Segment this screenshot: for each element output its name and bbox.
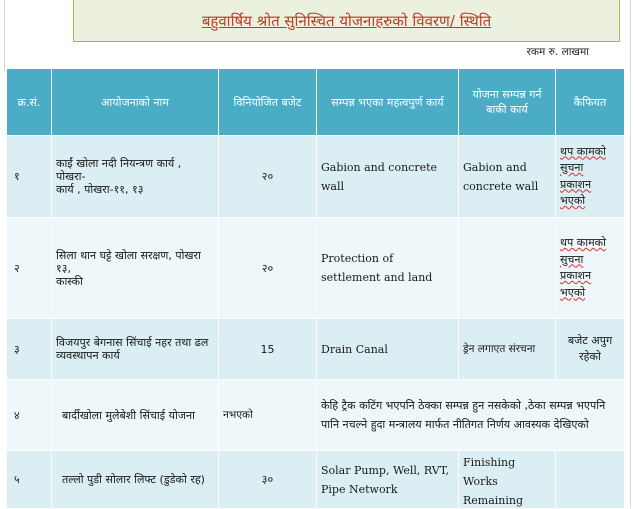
budget-cell: २० [219, 218, 317, 319]
remaining-work-text: Finishing Works Remaining [463, 455, 524, 507]
project-name-cell [52, 451, 219, 509]
completed-work-cell [317, 451, 459, 509]
table-header-row [7, 69, 625, 136]
projects-table [6, 68, 625, 509]
table-row [7, 319, 625, 380]
serial-cell: ३ [7, 319, 52, 380]
header-remaining-work: योजना सम्पन्न गर्न बाकी कार्य [459, 69, 556, 136]
page-margin-rule [4, 0, 5, 72]
completed-work-text: Solar Pump, Well, RVT, Pipe Network [321, 463, 449, 496]
page-edge-rule [630, 0, 631, 508]
remark-line: सुचना [560, 252, 584, 266]
remaining-work-cell [459, 218, 556, 319]
project-name-cell [52, 319, 219, 380]
remaining-work-cell [459, 451, 556, 509]
project-name-line: विजयपुर बेगनास सिंचाई नहर तथा ढल [56, 336, 209, 349]
remaining-work-cell: Gabion and concrete wall [459, 136, 556, 218]
remarks-cell [556, 218, 625, 319]
remarks-cell [556, 451, 625, 509]
budget-cell: 15 [219, 319, 317, 380]
remarks-cell [556, 319, 625, 380]
serial-cell: १ [7, 136, 52, 218]
header-allocated-budget: विनियोजित बजेट [219, 69, 317, 136]
project-name-line: तल्लो पुडी सोलार लिफ्ट (डुडेको रह) [62, 473, 205, 486]
project-name-line: व्यवस्थापन कार्य [56, 349, 120, 362]
serial-cell: ५ [7, 451, 52, 509]
project-name-line: सिला थान घट्टे खोला सरक्षण, पोखरा १३, [56, 248, 201, 275]
budget-cell: नभएको [219, 380, 317, 451]
remarks-cell [556, 136, 625, 218]
remaining-work-cell: ड्रेन लगाएत संरचना [459, 319, 556, 380]
completed-work-cell: Protection of settlement and land [317, 218, 459, 319]
project-name-line: कास्की [56, 274, 83, 288]
completed-work-cell: Gabion and concrete wall [317, 136, 459, 218]
project-name-line: कार्य , पोखरा-११, १३ [56, 183, 144, 196]
merged-status-cell: केहि ट्रैक कटिंग भएपनि ठेक्का सम्पन्न हुन नसकेको ,ठेका सम्पन्न भएपनि पानि नचल्ने हुदा मन्त्रालय मार्फत नीतिगत निर्णय आवस्यक देखिएको [317, 380, 625, 451]
remark-line: प्रकाशन [560, 177, 592, 191]
serial-cell: ४ [7, 380, 52, 451]
title-box [73, 0, 620, 42]
unit-note: रकम रु. लाखमा [526, 46, 589, 58]
remark-line: भएको [560, 285, 586, 299]
table-row [7, 451, 625, 509]
project-name-cell [52, 218, 219, 319]
remark-line: बजेट अपुग [567, 333, 613, 347]
serial-cell: २ [7, 218, 52, 319]
project-name-line: काईं खोला नदी नियन्त्रण कार्य , पोखरा- [56, 157, 182, 183]
remark-line: रहेको [579, 350, 601, 363]
project-name-cell [52, 136, 219, 218]
remark-line: भएको [560, 194, 586, 207]
project-name-line: बार्दीखोला मुलेबेशी सिंचाई योजना [62, 408, 195, 422]
completed-work-cell: Drain Canal [317, 319, 459, 380]
table-row [7, 136, 625, 218]
remark-line: थप कामको [560, 144, 606, 158]
header-remarks: कैफियत [556, 69, 625, 136]
remark-line: सुचना [560, 161, 584, 174]
remark-line: थप कामको [560, 236, 606, 249]
header-serial: क्र.सं. [7, 69, 52, 136]
table-row [7, 218, 625, 319]
header-completed-work: सम्पन्न भएका महत्वपुर्ण कार्य [317, 69, 459, 136]
document-title: बहुवार्षिय श्रोत सुनिस्चित योजनाहरुको विवरण/ स्थिति [201, 11, 492, 30]
table-row [7, 380, 625, 451]
budget-cell: ३० [219, 451, 317, 509]
project-name-cell [52, 380, 219, 451]
header-project-name: आयोजनाको नाम [52, 69, 219, 136]
remark-line: प्रकाशन [560, 269, 592, 282]
budget-cell: २० [219, 136, 317, 218]
